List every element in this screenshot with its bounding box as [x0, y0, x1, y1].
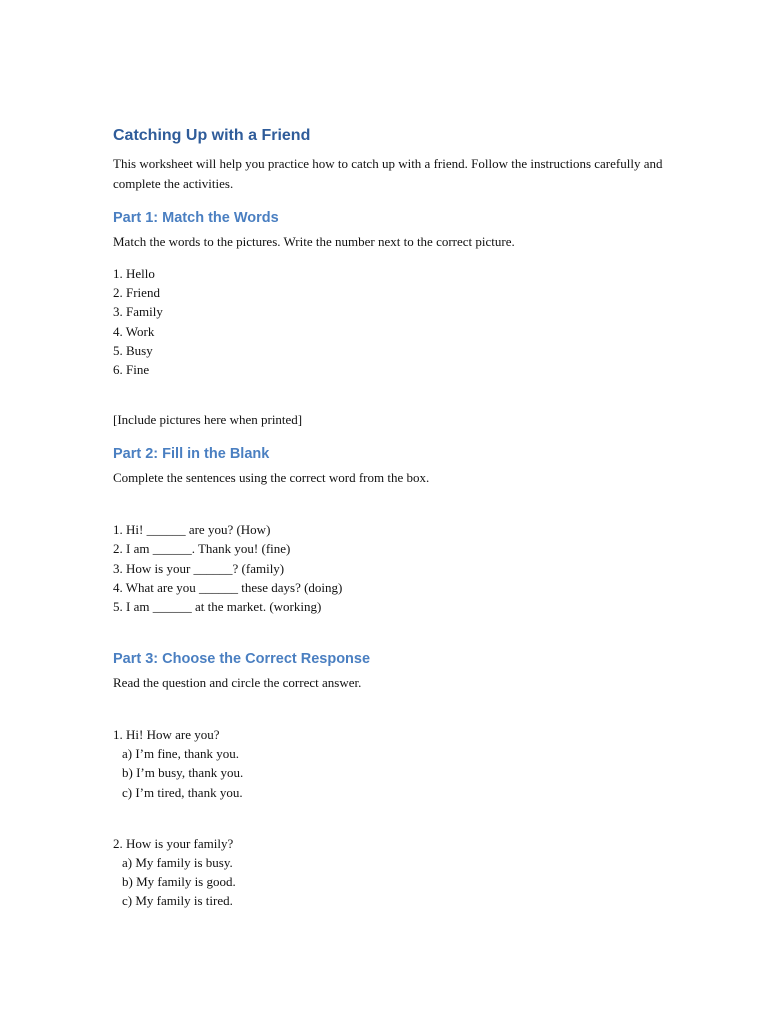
answer-option: b) I’m busy, thank you. [122, 765, 244, 781]
list-item: 5. I am ______ at the market. (working) [113, 598, 322, 614]
part2-instruction: Complete the sentences using the correct word from the box. [113, 470, 430, 486]
answer-option: c) I’m tired, thank you. [122, 784, 243, 800]
part2-heading: Part 2: Fill in the Blank [113, 446, 270, 463]
part1-word-list [113, 264, 673, 379]
part3-heading: Part 3: Choose the Correct Response [113, 651, 371, 668]
question-text: 2. How is your family? [113, 835, 234, 851]
list-item: 5. Busy [113, 342, 153, 358]
list-item: 3. Family [113, 304, 163, 320]
answer-option: a) I’m fine, thank you. [122, 746, 239, 762]
list-item: 2. I am ______. Thank you! (fine) [113, 541, 291, 557]
pictures-note: [Include pictures here when printed] [113, 412, 303, 428]
list-item: 4. Work [113, 323, 155, 339]
document-title: Catching Up with a Friend [113, 127, 311, 144]
question-2 [113, 834, 673, 911]
document-intro: This worksheet will help you practice how to catch up with a friend. Follow the instructions carefully and complete the activities. [113, 156, 663, 191]
list-item: 2. Friend [113, 285, 160, 301]
part1-heading: Part 1: Match the Words [113, 210, 279, 226]
list-item: 1. Hi! ______ are you? (How) [113, 522, 271, 538]
list-item: 6. Fine [113, 361, 150, 377]
answer-option: b) My family is good. [122, 874, 236, 890]
answer-option: a) My family is busy. [122, 855, 233, 870]
part2-sentence-list [113, 520, 673, 616]
part1-instruction: Match the words to the pictures. Write the number next to the correct picture. [113, 234, 515, 249]
worksheet-page [113, 124, 673, 911]
answer-option: c) My family is tired. [122, 893, 233, 909]
part3-instruction: Read the question and circle the correct answer. [113, 675, 362, 691]
list-item: 1. Hello [113, 266, 155, 281]
question-1 [113, 725, 673, 802]
list-item: 3. How is your ______? (family) [113, 560, 285, 576]
list-item: 4. What are you ______ these days? (doing) [113, 579, 343, 595]
question-text: 1. Hi! How are you? [113, 727, 220, 743]
